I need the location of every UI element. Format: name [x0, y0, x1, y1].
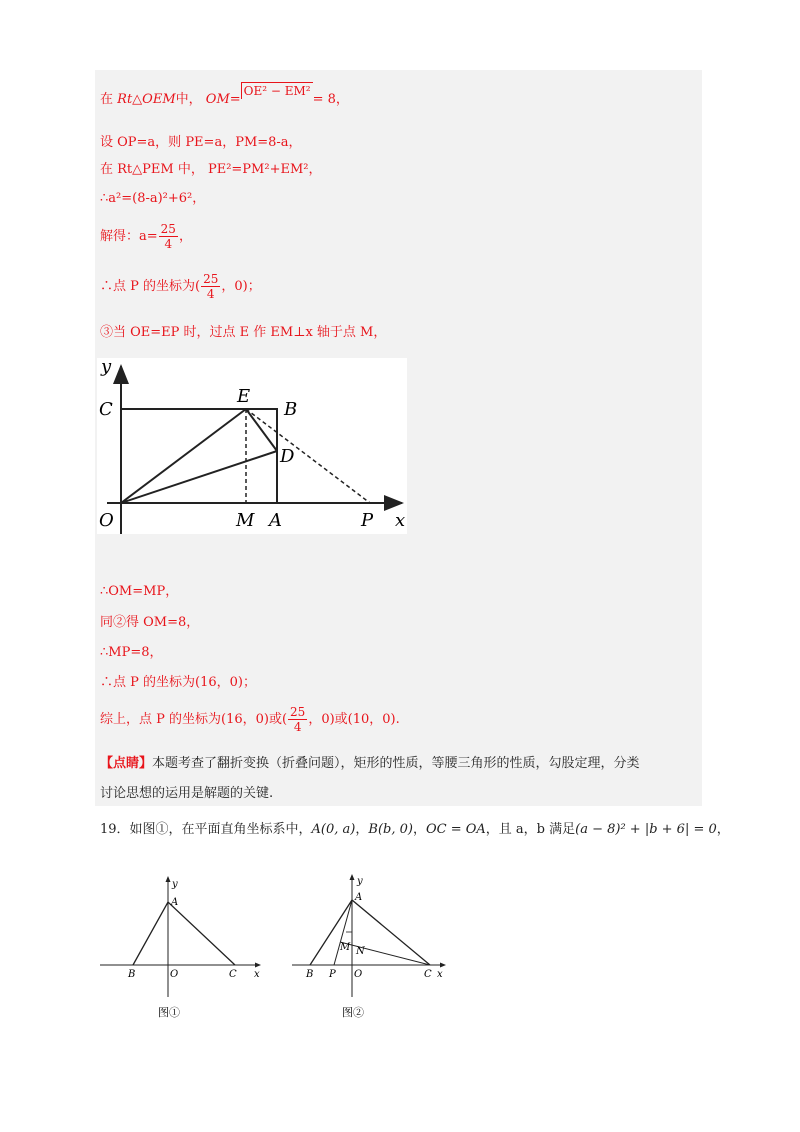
numerator: 25 [203, 272, 219, 286]
solution-line-7: ③当 OE=EP 时，过点 E 作 EM⊥x 轴于点 M， [100, 325, 387, 340]
label-A: A [269, 510, 282, 531]
caption: 图① [158, 1006, 180, 1019]
label-y: y [357, 876, 363, 887]
figure-1-svg [98, 872, 268, 1022]
solution-line-12 [100, 705, 400, 734]
label-D: D [280, 446, 295, 467]
figure-1 [98, 872, 268, 1022]
label-C: C [229, 969, 237, 980]
label-x: x [437, 969, 443, 980]
label-P: P [361, 510, 374, 531]
text: Rt△OEM [117, 92, 176, 107]
segment-OD [121, 451, 277, 503]
text: ， [716, 822, 730, 837]
denominator: 4 [206, 287, 215, 301]
label-A: A [171, 897, 179, 908]
rectangle [121, 409, 277, 503]
label-M: M [236, 510, 255, 531]
fraction [201, 272, 220, 301]
text: ， [355, 822, 369, 837]
text: ，0)； [221, 279, 261, 294]
figure-2 [290, 872, 455, 1022]
segment-ED [246, 409, 277, 451]
label-O: O [170, 969, 179, 980]
label-E: E [237, 386, 251, 407]
solution-line-3: 在 Rt△PEM 中， PE²=PM²+EM²， [100, 162, 322, 177]
text: = [229, 92, 241, 107]
label-O: O [99, 510, 114, 531]
sqrt-expression: OE² − EM² [241, 82, 313, 99]
figure-svg [97, 358, 407, 534]
label-N: N [356, 946, 365, 957]
solution-line-1 [100, 84, 349, 108]
note-text: 本题考查了翻折变换（折叠问题），矩形的性质，等腰三角形的性质，勾股定理，分类 [152, 756, 640, 771]
solution-line-2: 设 OP=a，则 PE=a，PM=8-a， [100, 135, 302, 150]
label-y: y [101, 358, 112, 377]
solution-line-4: ∴a²=(8-a)²+6²， [100, 191, 206, 206]
solution-line-10: ∴MP=8， [100, 645, 163, 660]
fraction [159, 222, 178, 251]
math-eq: OC = OA [425, 822, 486, 837]
label-P: P [329, 969, 336, 980]
label-x: x [254, 969, 260, 980]
label-M: M [340, 942, 351, 953]
text: 解得：a= [100, 229, 158, 244]
numerator: 25 [160, 222, 176, 236]
segment-AP [334, 900, 352, 965]
text: ∴点 P 的坐标为( [100, 279, 201, 294]
text: ，0)或(10，0). [308, 712, 400, 727]
label-C: C [424, 969, 432, 980]
denominator: 4 [293, 720, 302, 734]
text: 19．如图①，在平面直角坐标系中， [100, 822, 312, 837]
label-B: B [128, 969, 136, 980]
solution-line-5 [100, 222, 192, 251]
math-condition: (a − 8)² + |b + 6| = 0 [575, 822, 717, 837]
solution-line-8: ∴OM=MP， [100, 584, 179, 599]
text: = 8， [312, 92, 349, 107]
label-x: x [395, 510, 406, 531]
text: 在 [100, 92, 114, 107]
math-A: A(0, a) [311, 822, 356, 837]
label-B: B [284, 399, 298, 420]
figure-rectangle-fold [97, 358, 407, 534]
text: 中， [175, 92, 202, 107]
note-line-2: 讨论思想的运用是解题的关键. [100, 786, 274, 801]
note-line-1 [100, 756, 640, 772]
text: ， [178, 229, 192, 244]
label-O: O [354, 969, 363, 980]
segment-OE [121, 409, 246, 503]
label-A: A [355, 892, 363, 903]
question-19 [100, 822, 730, 838]
triangle-ABC [310, 900, 430, 965]
triangle-ABC [133, 902, 235, 965]
note-tag: 【点睛】 [100, 756, 153, 771]
numerator: 25 [290, 705, 306, 719]
text: OM [205, 92, 230, 107]
label-C: C [99, 399, 113, 420]
solution-line-9: 同②得 OM=8， [100, 615, 200, 630]
text: ，且 a，b 满足 [485, 822, 576, 837]
text: ， [412, 822, 426, 837]
denominator: 4 [164, 237, 173, 251]
figure-2-svg [290, 872, 455, 1022]
text: 综上，点 P 的坐标为(16，0)或( [100, 712, 288, 727]
math-B: B(b, 0) [368, 822, 413, 837]
caption: 图② [342, 1006, 364, 1019]
fraction [288, 705, 307, 734]
solution-line-11: ∴点 P 的坐标为(16，0)； [100, 675, 256, 690]
solution-line-6 [100, 272, 261, 301]
label-y: y [172, 879, 178, 890]
label-B: B [306, 969, 314, 980]
